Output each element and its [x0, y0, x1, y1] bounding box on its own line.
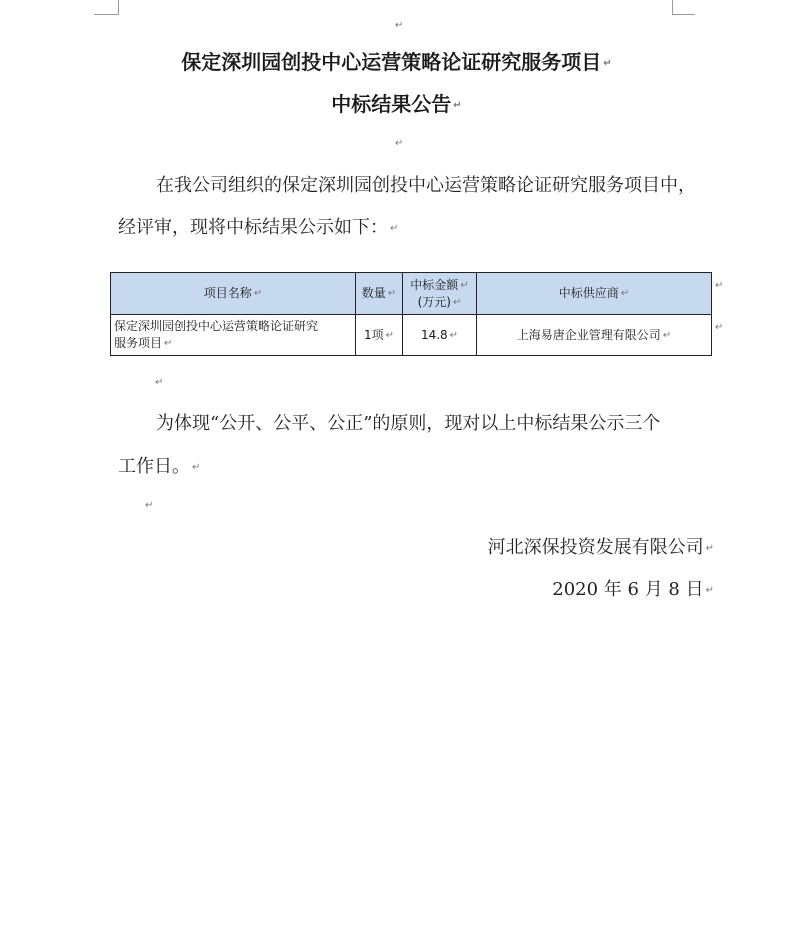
paragraph-mark-icon: ↵: [390, 222, 399, 234]
table-row: [111, 315, 712, 356]
paragraph-mark-icon: ↵: [387, 288, 397, 299]
paragraph-mark-icon: ↵: [705, 584, 714, 596]
paragraph-mark-icon: ↵: [662, 329, 672, 341]
paragraph-mark-icon: ↵: [705, 542, 714, 554]
cell-quantity: 1项 ↵: [356, 315, 403, 356]
notice-line-2: [118, 452, 200, 478]
signature-company: 河北深保投资发展有限公司 ↵: [487, 537, 714, 558]
paragraph-mark-icon: ↵: [253, 288, 263, 299]
intro-text-2: 经评审，现将中标结果公示如下：: [118, 217, 388, 238]
signature-date: 2020 年 6 月 8 日 ↵: [552, 579, 714, 600]
paragraph-mark-icon: ↵: [395, 20, 404, 31]
header-project-name: 项目名称 ↵: [111, 273, 356, 315]
cell-project-name: 保定深圳园创投中心运营策略论证研究 服务项目 ↵: [111, 315, 356, 356]
paragraph-mark-icon: ↵: [164, 338, 173, 349]
award-table: [110, 272, 712, 356]
paragraph-mark-icon: ↵: [385, 329, 395, 341]
header-amount: 中标金额 ↵ (万元) ↵: [403, 273, 477, 315]
header-quantity: 数量 ↵: [356, 273, 403, 315]
intro-line-2: [118, 213, 398, 239]
title-line-2: [0, 88, 793, 117]
paragraph-mark-icon: ↵: [145, 500, 154, 511]
paragraph-mark-icon: ↵: [155, 377, 164, 388]
notice-text-2: 工作日。: [118, 456, 190, 477]
paragraph-mark-icon: ↵: [460, 279, 469, 291]
title-text-2: 中标结果公告: [331, 92, 452, 116]
row-end-mark-icon: ↵: [715, 280, 724, 291]
crop-mark-top-left: [94, 0, 119, 15]
cell-supplier: 上海易唐企业管理有限公司 ↵: [477, 315, 712, 356]
paragraph-mark-icon: ↵: [620, 288, 630, 299]
paragraph-mark-icon: ↵: [603, 58, 612, 69]
row-end-mark-icon: ↵: [715, 322, 724, 333]
paragraph-mark-icon: ↵: [192, 461, 201, 473]
notice-line-1: 为体现“公开、公平、公正”的原则，现对以上中标结果公示三个: [156, 413, 661, 434]
paragraph-mark-icon: ↵: [453, 100, 462, 111]
title-text-1: 保定深圳园创投中心运营策略论证研究服务项目: [181, 50, 602, 74]
paragraph-mark-icon: ↵: [395, 138, 404, 149]
table-header-row: [111, 273, 712, 315]
title-line-1: [0, 46, 793, 75]
header-supplier: 中标供应商 ↵: [477, 273, 712, 315]
cell-amount: 14.8 ↵: [403, 315, 477, 356]
intro-line-1: 在我公司组织的保定深圳园创投中心运营策略论证研究服务项目中，: [156, 175, 696, 196]
paragraph-mark-icon: ↵: [449, 329, 459, 341]
paragraph-mark-icon: ↵: [452, 296, 462, 308]
crop-mark-top-right: [672, 0, 695, 15]
